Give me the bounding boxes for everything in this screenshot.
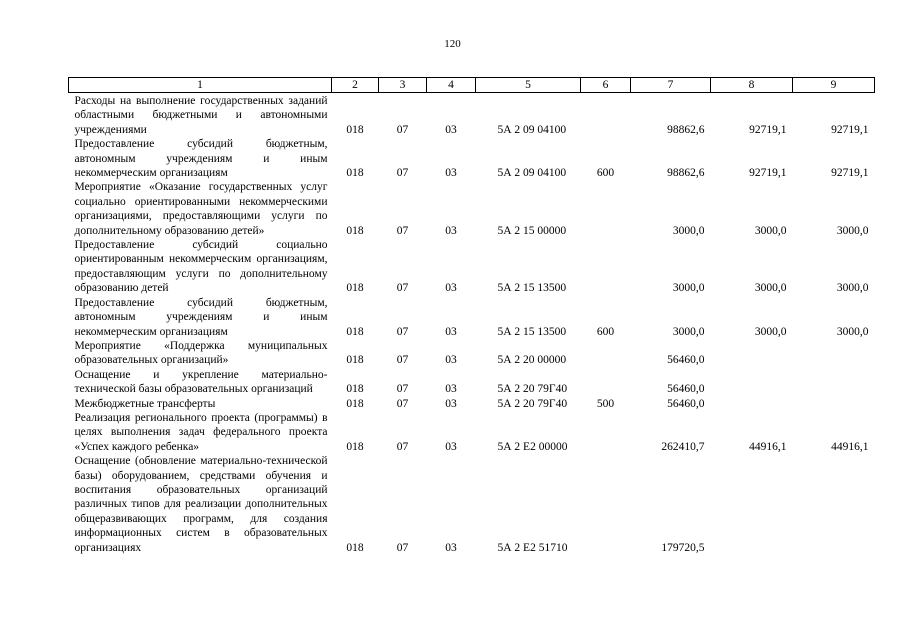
ministry-code-cell: 018 bbox=[346, 167, 364, 180]
amount-col8-cell bbox=[711, 454, 793, 555]
amount-col8-cell bbox=[711, 339, 793, 368]
row-name-cell: Оснащение и укрепление материально-технической базы образовательных организаций bbox=[74, 368, 328, 396]
table-body bbox=[69, 93, 875, 556]
amount-col8-cell: 3000,0 bbox=[754, 224, 787, 237]
row-name-cell: Мероприятие «Оказание государственных услуг социально ориентированными некоммерческими организациями, предоставляющими услуги по дополнительному образованию детей» bbox=[74, 181, 328, 237]
subsection-code-cell: 03 bbox=[445, 383, 457, 396]
amount-col8-cell: 44916,1 bbox=[749, 440, 787, 453]
table-row bbox=[69, 93, 875, 138]
row-name-cell: Оснащение (обновление материально-технической базы) оборудованием, средствами обучения и воспитания образовательных организаций различных типов для реализации дополнительных общеразвивающих программ, для создания информационных систем в образовательных организациях bbox=[74, 455, 328, 554]
ministry-code-cell: 018 bbox=[346, 383, 364, 396]
column-header-7: 7 bbox=[631, 78, 711, 93]
target-article-cell: 5А 2 15 13500 bbox=[497, 282, 567, 295]
target-article-cell: 5А 2 Е2 00000 bbox=[497, 440, 568, 453]
target-article-cell: 5А 2 15 13500 bbox=[497, 325, 567, 338]
amount-col9-cell bbox=[793, 339, 875, 368]
table-row bbox=[69, 397, 875, 411]
amount-col7-cell: 3000,0 bbox=[672, 325, 705, 338]
expense-type-cell bbox=[581, 93, 631, 138]
amount-col8-cell: 92719,1 bbox=[749, 123, 787, 136]
row-name-cell: Расходы на выполнение государственных заданий областными бюджетными и автономными учреждениями bbox=[74, 95, 328, 136]
subsection-code-cell: 03 bbox=[445, 440, 457, 453]
expense-type-cell bbox=[581, 339, 631, 368]
amount-col7-cell: 3000,0 bbox=[672, 282, 705, 295]
section-code-cell: 07 bbox=[396, 354, 409, 367]
amount-col8-cell: 3000,0 bbox=[754, 325, 787, 338]
row-name-cell: Реализация регионального проекта (программы) в целях выполнения задач федерального проекта «Успех каждого ребенка» bbox=[74, 411, 328, 453]
target-article-cell: 5А 2 09 04100 bbox=[497, 123, 567, 136]
column-header-6: 6 bbox=[581, 78, 631, 93]
subsection-code-cell: 03 bbox=[445, 123, 457, 136]
amount-col9-cell bbox=[793, 397, 875, 411]
expense-type-cell bbox=[581, 238, 631, 296]
section-code-cell: 07 bbox=[396, 282, 409, 295]
amount-col8-cell: 92719,1 bbox=[749, 167, 787, 180]
row-name-cell: Предоставление субсидий бюджетным, автономным учреждениям и иным некоммерческим организациям bbox=[74, 138, 328, 180]
section-code-cell: 07 bbox=[396, 397, 409, 410]
expense-type-cell: 600 bbox=[596, 167, 615, 180]
column-header-8: 8 bbox=[711, 78, 793, 93]
amount-col9-cell: 44916,1 bbox=[831, 440, 869, 453]
row-name-cell: Мероприятие «Поддержка муниципальных образовательных организаций» bbox=[74, 339, 328, 367]
table-row bbox=[69, 238, 875, 296]
table-row bbox=[69, 339, 875, 368]
expense-type-cell: 500 bbox=[596, 397, 615, 410]
subsection-code-cell: 03 bbox=[445, 282, 457, 295]
budget-table bbox=[68, 77, 875, 555]
table-header bbox=[69, 78, 875, 93]
section-code-cell: 07 bbox=[396, 224, 409, 237]
expense-type-cell bbox=[581, 180, 631, 238]
amount-col7-cell: 3000,0 bbox=[672, 224, 705, 237]
amount-col9-cell bbox=[793, 454, 875, 555]
amount-col9-cell: 92719,1 bbox=[831, 167, 869, 180]
column-header-9: 9 bbox=[793, 78, 875, 93]
subsection-code-cell: 03 bbox=[445, 167, 457, 180]
ministry-code-cell: 018 bbox=[346, 397, 364, 410]
page-number: 120 bbox=[444, 38, 461, 50]
target-article-cell: 5А 2 09 04100 bbox=[497, 167, 567, 180]
amount-col7-cell: 98862,6 bbox=[667, 167, 705, 180]
table-row bbox=[69, 368, 875, 397]
section-code-cell: 07 bbox=[396, 383, 409, 396]
amount-col9-cell: 3000,0 bbox=[836, 325, 869, 338]
ministry-code-cell: 018 bbox=[346, 440, 364, 453]
target-article-cell: 5А 2 20 79Г40 bbox=[497, 397, 568, 410]
subsection-code-cell: 03 bbox=[445, 541, 457, 554]
subsection-code-cell: 03 bbox=[445, 325, 457, 338]
amount-col9-cell: 3000,0 bbox=[836, 282, 869, 295]
table-row bbox=[69, 411, 875, 454]
column-header-4: 4 bbox=[427, 78, 476, 93]
amount-col7-cell: 56460,0 bbox=[667, 397, 705, 410]
subsection-code-cell: 03 bbox=[445, 224, 457, 237]
amount-col7-cell: 262410,7 bbox=[661, 440, 705, 453]
ministry-code-cell: 018 bbox=[346, 541, 364, 554]
target-article-cell: 5А 2 20 00000 bbox=[497, 354, 567, 367]
column-header-5: 5 bbox=[476, 78, 581, 93]
subsection-code-cell: 03 bbox=[445, 397, 457, 410]
section-code-cell: 07 bbox=[396, 440, 409, 453]
column-header-3: 3 bbox=[379, 78, 427, 93]
column-header-2: 2 bbox=[332, 78, 379, 93]
amount-col8-cell bbox=[711, 368, 793, 397]
section-code-cell: 07 bbox=[396, 123, 409, 136]
amount-col7-cell: 179720,5 bbox=[661, 541, 705, 554]
section-code-cell: 07 bbox=[396, 167, 409, 180]
amount-col8-cell: 3000,0 bbox=[754, 282, 787, 295]
ministry-code-cell: 018 bbox=[346, 123, 364, 136]
expense-type-cell bbox=[581, 411, 631, 454]
target-article-cell: 5А 2 Е2 51710 bbox=[497, 541, 568, 554]
ministry-code-cell: 018 bbox=[346, 354, 364, 367]
column-header-1: 1 bbox=[69, 78, 332, 93]
target-article-cell: 5А 2 20 79Г40 bbox=[497, 383, 568, 396]
row-name-cell: Межбюджетные трансферты bbox=[74, 397, 216, 410]
ministry-code-cell: 018 bbox=[346, 325, 364, 338]
subsection-code-cell: 03 bbox=[445, 354, 457, 367]
table-row bbox=[69, 296, 875, 339]
amount-col9-cell bbox=[793, 368, 875, 397]
row-name-cell: Предоставление субсидий бюджетным, автономным учреждениям и иным некоммерческим организациям bbox=[74, 296, 328, 338]
expense-type-cell: 600 bbox=[596, 325, 615, 338]
table-row bbox=[69, 180, 875, 238]
table-row bbox=[69, 454, 875, 555]
amount-col9-cell: 3000,0 bbox=[836, 224, 869, 237]
section-code-cell: 07 bbox=[396, 325, 409, 338]
header-row bbox=[69, 78, 875, 93]
row-name-cell: Предоставление субсидий социально ориентированным некоммерческим организациям, предоставляющим услуги по дополнительному образованию детей bbox=[74, 239, 328, 295]
target-article-cell: 5А 2 15 00000 bbox=[497, 224, 567, 237]
amount-col9-cell: 92719,1 bbox=[831, 123, 869, 136]
amount-col7-cell: 56460,0 bbox=[667, 383, 705, 396]
ministry-code-cell: 018 bbox=[346, 224, 364, 237]
amount-col8-cell bbox=[711, 397, 793, 411]
amount-col7-cell: 56460,0 bbox=[667, 354, 705, 367]
section-code-cell: 07 bbox=[396, 541, 409, 554]
table-row bbox=[69, 137, 875, 180]
ministry-code-cell: 018 bbox=[346, 282, 364, 295]
expense-type-cell bbox=[581, 454, 631, 555]
amount-col7-cell: 98862,6 bbox=[667, 123, 705, 136]
expense-type-cell bbox=[581, 368, 631, 397]
